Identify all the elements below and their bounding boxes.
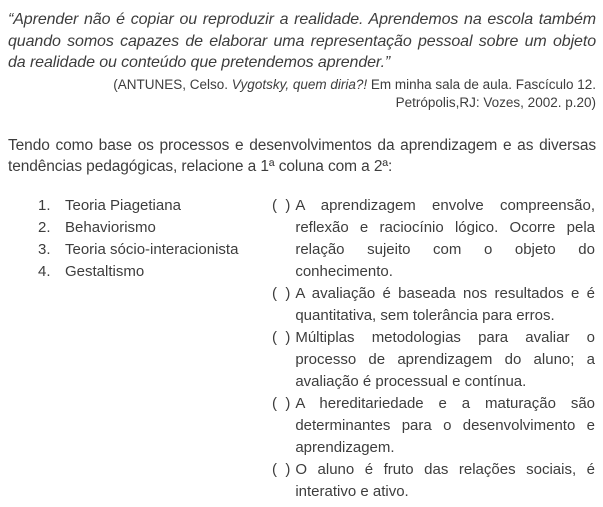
item-label: Behaviorismo <box>65 218 156 236</box>
column-descriptions <box>272 195 596 503</box>
item-number: 3. <box>38 240 51 258</box>
citation-book-title: Vygotsky, quem diria?! <box>231 76 368 92</box>
option-text: Múltiplas metodologias para avaliar o processo de aprendizagem do aluno; a avaliação é processual e contínua. <box>295 328 595 390</box>
option-item <box>272 283 595 327</box>
list-item <box>38 239 272 261</box>
answer-blank: ( ) <box>272 196 291 214</box>
option-item <box>272 195 595 283</box>
option-text: A avaliação é baseada nos resultados e é quantitativa, sem tolerância para erros. <box>295 284 595 324</box>
item-label: Gestaltismo <box>65 262 145 280</box>
option-item <box>272 327 595 393</box>
answer-blank: ( ) <box>272 394 291 412</box>
answer-blank: ( ) <box>272 460 291 478</box>
list-item <box>38 261 272 283</box>
citation-author: (ANTUNES, Celso. <box>113 76 232 92</box>
option-item <box>272 459 595 503</box>
answer-blank: ( ) <box>272 328 291 346</box>
citation-detail: Em minha sala de aula. Fascículo 12. <box>367 76 596 92</box>
column-theories <box>38 195 272 283</box>
option-text: O aluno é fruto das relações sociais, é interativo e ativo. <box>295 460 595 500</box>
list-item <box>38 195 272 217</box>
option-text: A hereditariedade e a maturação são determinantes para o desenvolvimento e aprendizagem. <box>295 394 595 456</box>
answer-blank: ( ) <box>272 284 291 302</box>
citation-publisher: Petrópolis,RJ: Vozes, 2002. p.20) <box>395 94 596 110</box>
item-label: Teoria sócio-interacionista <box>65 240 239 258</box>
item-number: 1. <box>38 196 51 214</box>
quote-paragraph: “Aprender não é copiar ou reproduzir a realidade. Aprendemos na escola também quando somos capazes de elaborar uma representação pessoal sobre um objeto da realidade ou conteúdo que pretendemos aprender.” <box>8 11 596 71</box>
instruction-paragraph: Tendo como base os processos e desenvolvimentos da aprendizagem e as diversas tendências pedagógicas, relacione a 1ª coluna com a 2ª: <box>8 136 596 175</box>
item-number: 4. <box>38 262 51 280</box>
option-text: A aprendizagem envolve compreensão, reflexão e raciocínio lógico. Ocorre pela relação sujeito com o objeto do conhecimento. <box>295 196 595 280</box>
item-label: Teoria Piagetiana <box>65 196 181 214</box>
citation <box>8 76 596 112</box>
option-item <box>272 393 595 459</box>
list-item <box>38 217 272 239</box>
item-number: 2. <box>38 218 51 236</box>
matching-columns <box>8 195 596 503</box>
